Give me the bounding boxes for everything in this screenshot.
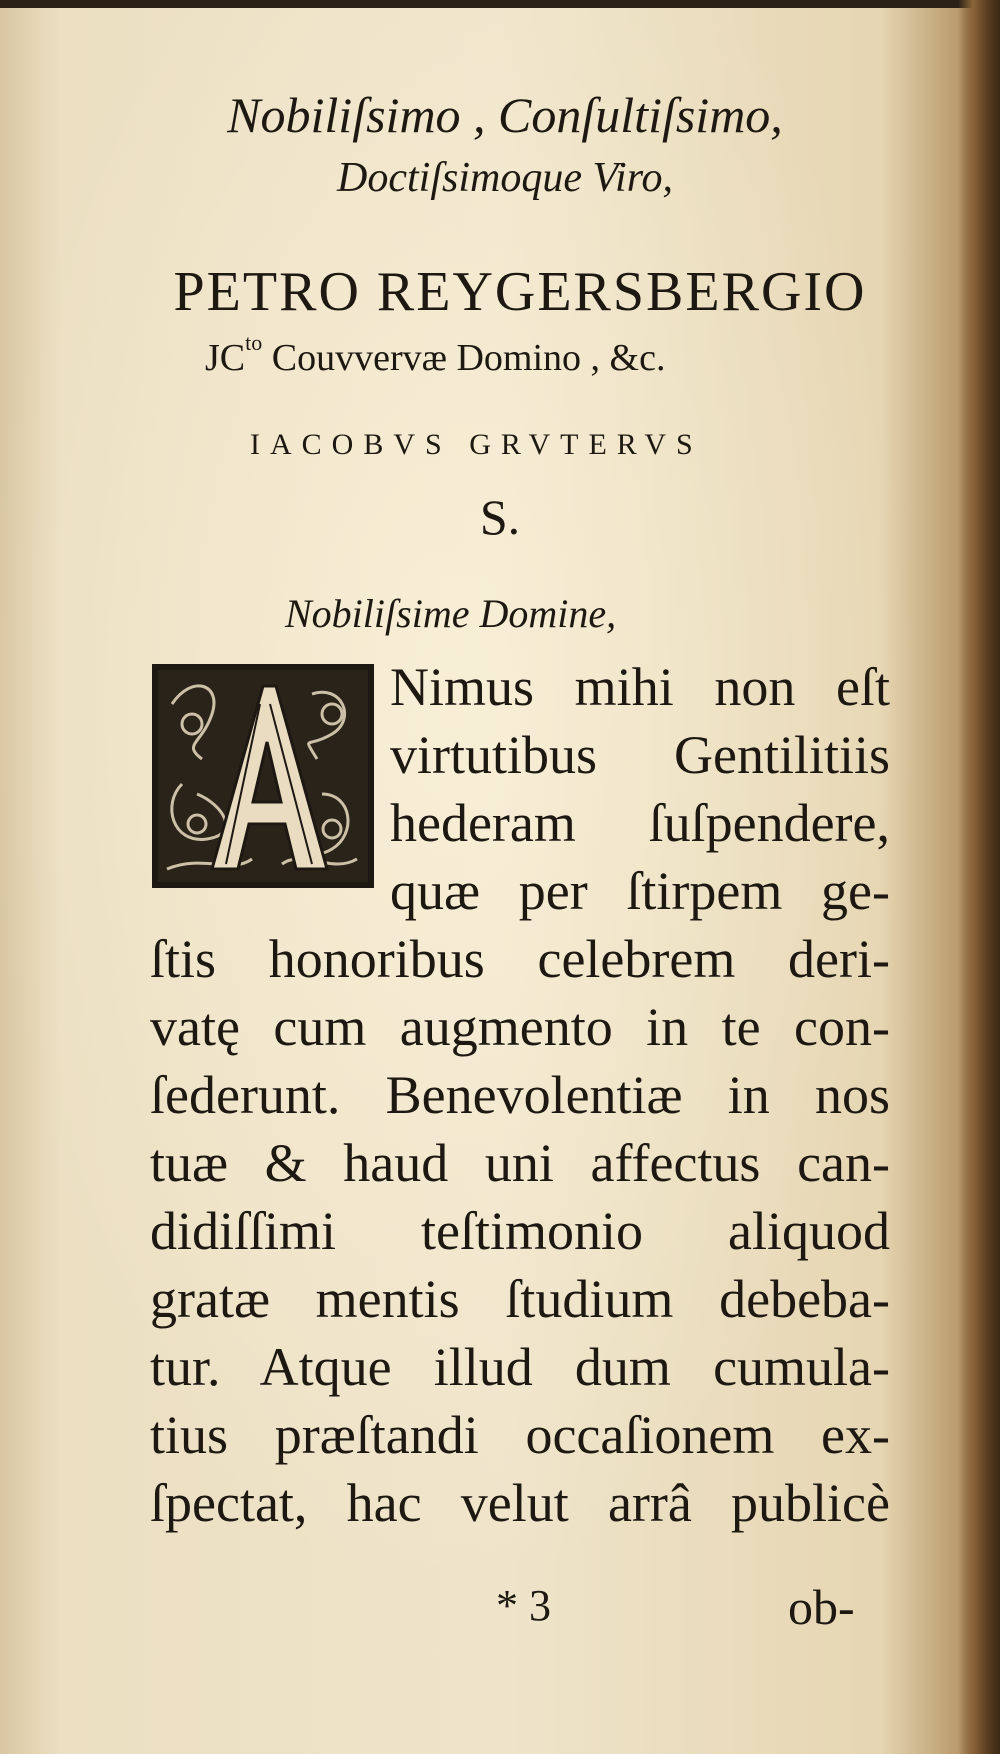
body-line-12: tius præſtandi occaſionem ex-: [150, 1405, 890, 1465]
body-line-2: virtutibus Gentilitiis: [390, 725, 890, 785]
ornament-illustration: [152, 664, 374, 888]
salutation: S.: [479, 489, 521, 545]
recipient-title: [205, 330, 665, 380]
body-line-8: tuæ & haud uni affectus can-: [150, 1133, 890, 1193]
title-superscript: to: [245, 330, 263, 355]
signature-mark: * 3: [496, 1581, 551, 1630]
author-name: IACOBVS GRVTERVS: [250, 428, 703, 461]
dedication-line-2: Doctiſsimoque Viro,: [337, 155, 673, 201]
body-line-13: ſpectat, hac velut arrâ publicè: [150, 1473, 890, 1533]
catchword: ob-: [788, 1579, 855, 1635]
top-edge: [0, 0, 1000, 8]
greeting: Nobiliſsime Domine,: [285, 591, 617, 636]
title-prefix: JC: [205, 337, 246, 379]
body-line-6: vatę cum augmento in te con-: [150, 997, 890, 1057]
body-line-1: Nimus mihi non eſt: [390, 657, 890, 717]
title-rest: Couvvervæ Domino , &c.: [262, 337, 666, 379]
body-line-9: didiſſimi teſtimonio aliquod: [150, 1201, 890, 1261]
body-line-10: gratæ mentis ſtudium debeba-: [150, 1269, 890, 1329]
book-spine-shadow: [958, 0, 1000, 1754]
body-line-7: ſederunt. Benevolentiæ in nos: [150, 1065, 890, 1125]
dedication-line-1: Nobiliſsimo , Conſultiſsimo,: [227, 87, 783, 143]
body-line-11: tur. Atque illud dum cumula-: [150, 1337, 890, 1397]
recipient-name: PETRO REYGERSBERGIO: [173, 261, 867, 323]
body-line-3: hederam ſuſpendere,: [390, 793, 890, 853]
body-line-4: quæ per ſtirpem ge-: [390, 861, 890, 921]
body-line-5: ſtis honoribus celebrem deri-: [150, 929, 890, 989]
decorated-initial-a: [152, 664, 374, 888]
